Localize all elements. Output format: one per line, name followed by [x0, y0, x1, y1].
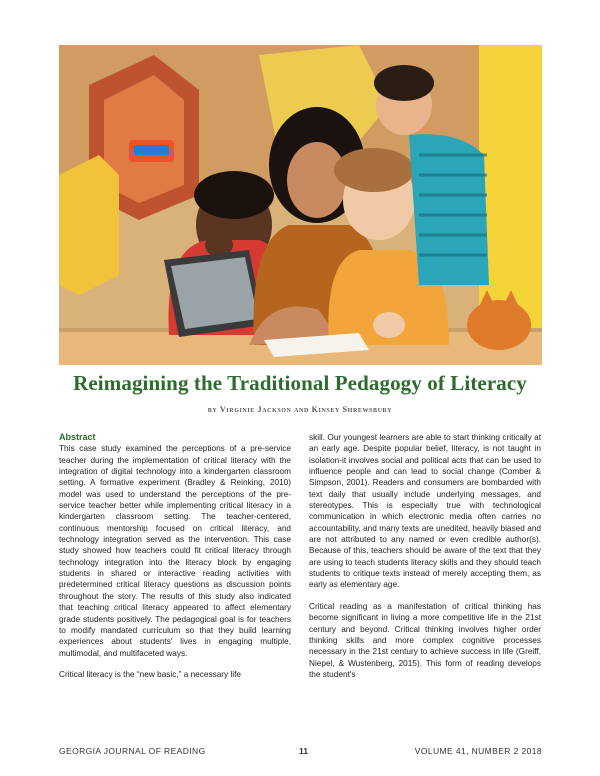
volume-info: VOLUME 41, NUMBER 2 2018: [414, 746, 542, 756]
body-paragraph-1: Critical literacy is the “new basic,” a necessary life: [59, 669, 242, 679]
page-footer: [59, 746, 542, 758]
left-column: [59, 432, 291, 690]
journal-name: GEORGIA JOURNAL OF READING: [59, 746, 206, 756]
article-photo: [59, 45, 542, 365]
body-paragraph-3: Critical reading as a manifestation of critical thinking has become significant in living a more competitive life in the 21st century and beyond. Critical thinking involves higher order thinking skills and more complex cognitive processes necessary in the 21st century to achieve success in life (Greiff, Niepel, & Wustenberg, 2015). This form of reading develops the student's: [309, 601, 541, 679]
page-number: 11: [299, 746, 308, 756]
abstract-text: This case study examined the perceptions of a pre-service teacher during the implementation of critical literacy with the integration of digital technology into a kindergarten classroom setting. A formative experiment (Bradley & Reinking, 2010) model was used to understand the perceptions of the pre-service teacher better while implementing critical literacy in a kindergarten classroom setting. The teacher-centered, continuous mentorship focused on critical literacy, and technology integration served as the intervention. This case study showed how teachers could fit critical literacy through technology integration into the literacy block by engaging students in shared or interactive reading activities with predetermined critical literacy questions as discussion points throughout the story. The results of this study also indicated that teaching critical literacy appeared to affect elementary grade students positively. The pedagogical goal is for teachers to modify mandated curriculum so that they build learning experiences about students' lives in engaging multiple, multimodal, and multifaceted ways.: [59, 444, 291, 658]
article-byline: by Virginie Jackson and Kinsey Shrewsbury: [207, 405, 393, 414]
abstract-heading: Abstract: [59, 432, 96, 442]
right-column: [309, 432, 541, 690]
article-title: Reimagining the Traditional Pedagogy of Literacy: [73, 371, 527, 395]
body-paragraph-2: skill. Our youngest learners are able to start thinking critically at an early age. Despite popular belief, literacy, is not taught in isolation-it involves social and political acts that can be used to influence people and can lead to social change (Comber & Simpson, 2001). Readers and consumers are bombarded with text daily that usually include underlying messages, and stereotypes. This is especially true with technological communication in which electronic media often carries no accountability, and many texts are unedited, heavily biased and are not attributed to any named or even credible author(s). Because of this, teachers should be aware of the text that they are using to teach students literacy skills and they should teach students to critique texts instead of merely accepting them, as early as elementary age.: [309, 433, 541, 590]
classroom-photo-illustration: [59, 45, 542, 365]
